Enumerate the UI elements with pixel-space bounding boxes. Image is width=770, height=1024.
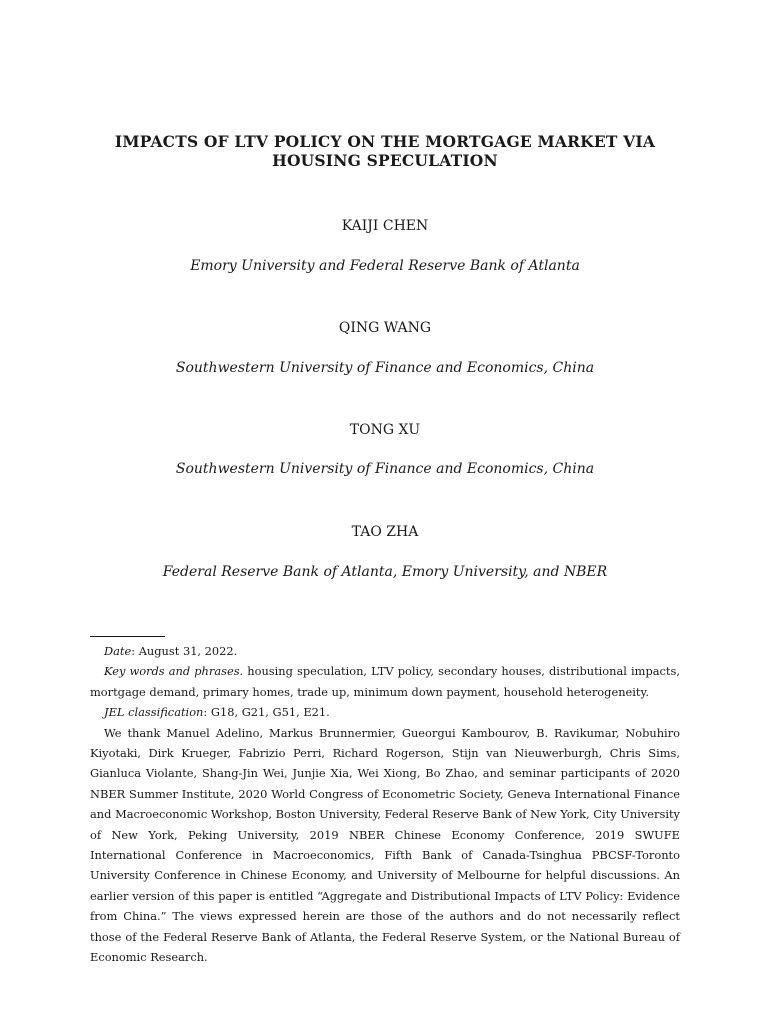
title-line-2: HOUSING SPECULATION (272, 151, 498, 170)
date-value: : August 31, 2022. (131, 644, 238, 658)
footnote-jel (90, 702, 680, 722)
author-name: TONG XU (349, 422, 421, 438)
author-name: KAIJI CHEN (341, 218, 429, 234)
jel-label: JEL classification (104, 705, 204, 720)
date-label: Date (104, 644, 132, 658)
footnote-divider (90, 636, 165, 637)
footnote-keywords (90, 661, 680, 702)
footnote-acknowledgments: We thank Manuel Adelino, Markus Brunnermier, Gueorgui Kambourov, B. Ravikumar, Nobuhiro Kiyotaki, Dirk Krueger, Fabrizio Perri, Richard Rogerson, Stijn van Nieuwerburgh, Chris Sims, Gianluca Violante, Shang-Jin Wei, Junjie Xia, Wei Xiong, Bo Zhao, and seminar participants of 2020 NBER Summer Institute, 2020 World Congress of Econometric Society, Geneva International Finance and Macroeconomic Workshop, Boston University, Federal Reserve Bank of New York, City University of New York, Peking University, 2019 NBER Chinese Economy Conference, 2019 SWUFE International Conference in Macroeconomics, Fifth Bank of Canada-Tsinghua PBCSF-Toronto University Conference in Chinese Economy, and University of Melbourne for helpful discussions. An earlier version of this paper is entitled “Aggregate and Distributional Impacts of LTV Policy: Evidence from China.” The views expressed herein are those of the authors and do not necessarily reflect those of the Federal Reserve Bank of Atlanta, the Federal Reserve System, or the National Bureau of Economic Research. (90, 725, 680, 965)
keywords-value: housing speculation, LTV policy, secondary houses, distributional impacts, mortgage demand, primary homes, trade up, minimum down payment, household heterogeneity. (90, 664, 680, 699)
footnotes (90, 641, 680, 968)
keywords-label: Key words and phrases. (104, 664, 244, 679)
author-name: TAO ZHA (351, 524, 419, 540)
author-affiliation: Southwestern University of Finance and Economics, China (175, 360, 595, 376)
footnote-date (90, 641, 680, 661)
paper-title (90, 132, 680, 170)
author-name: QING WANG (338, 320, 432, 336)
author-affiliation: Southwestern University of Finance and Economics, China (175, 461, 595, 477)
jel-value: : G18, G21, G51, E21. (203, 705, 330, 720)
title-line-1: IMPACTS OF LTV POLICY ON THE MORTGAGE MARKET VIA (114, 132, 656, 151)
author-affiliation: Emory University and Federal Reserve Bank of Atlanta (190, 258, 580, 274)
author-affiliation: Federal Reserve Bank of Atlanta, Emory University, and NBER (162, 564, 608, 580)
